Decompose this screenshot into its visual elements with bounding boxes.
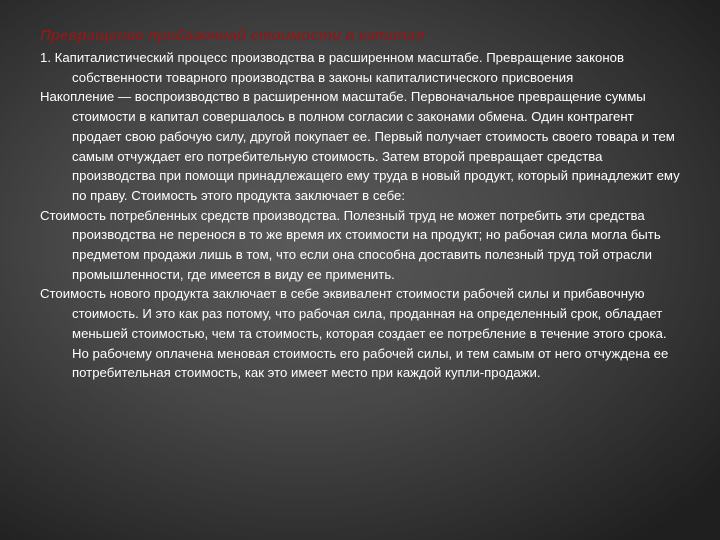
paragraph-accumulation: Накопление — воспроизводство в расширенном масштабе. Первоначальное превращение суммы стоимости в капитал совершалось в полном согласии с законами обмена. Один контрагент продает свою рабочую силу, другой покупает ее. Первый получает стоимость своего товара и тем самым отчуждает его потребительную стоимость. Затем второй превращает средства производства при помощи принадлежащего ему труда в новый продукт, который принадлежит ему по праву. Стоимость этого продукта заключает в себе: (40, 89, 680, 203)
slide-title: Превращение прибавочной стоимости в капитал (40, 27, 425, 44)
paragraph-means-of-production: Стоимость потребленных средств производства. Полезный труд не может потребить эти средства производства не перенося в то же время их стоимости на продукт; но рабочая сила могла быть предметом продажи лишь в том, что если она способна доставить полезный труд той отрасли промышленности, где имеется в виду ее применить. (40, 207, 661, 282)
slide-content (40, 26, 680, 383)
paragraph-new-product-value: Стоимость нового продукта заключает в себе эквивалент стоимости рабочей силы и прибавочную стоимость. И это как раз потому, что рабочая сила, проданная на определенный срок, обладает меньшей стоимостью, чем та стоимость, которая создает ее потребление в течение этого срока. Но рабочему оплачена меновая стоимость его рабочей силы, и тем самым от него отчуждена ее потребительная стоимость, как это имеет место при каждой купли-продажи. (40, 286, 669, 381)
paragraph-intro: 1. Капиталистический процесс производства в расширенном масштабе. Превращение законов собственности товарного производства в законы капиталистического присвоения (40, 50, 624, 85)
